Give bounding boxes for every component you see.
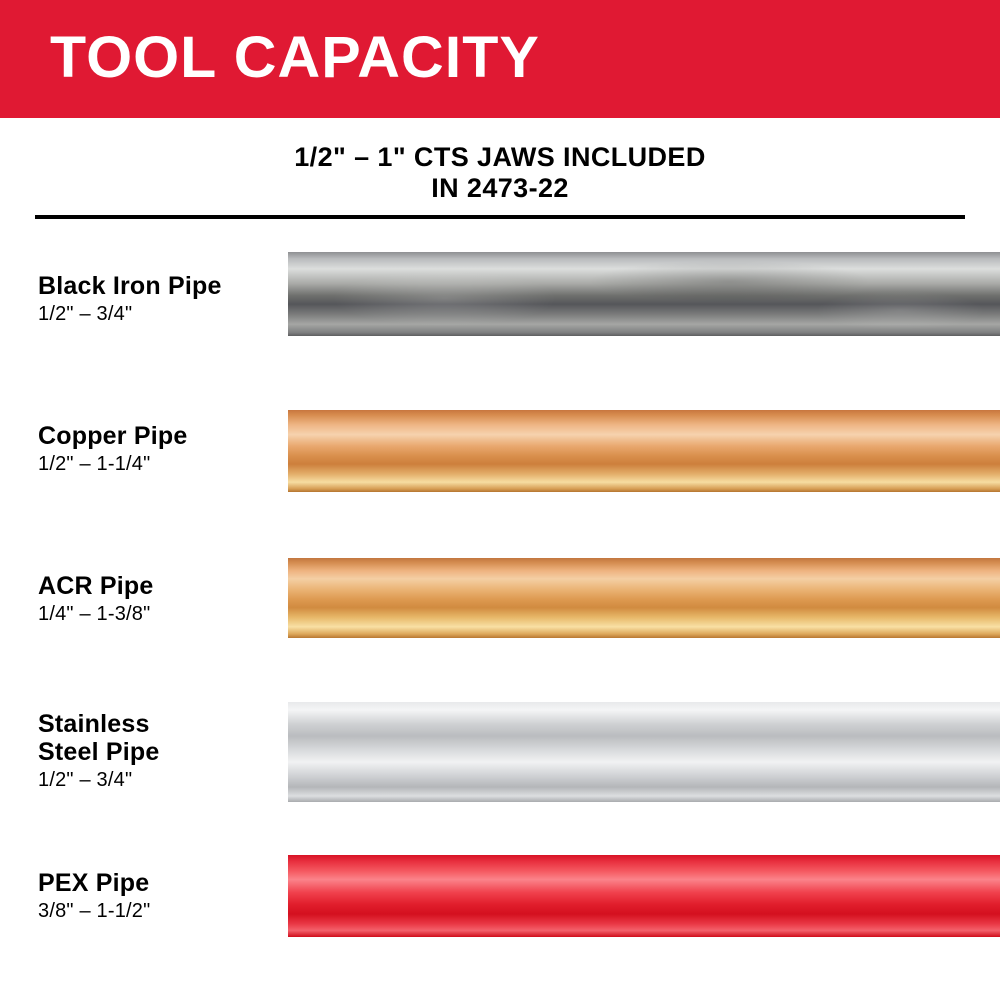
subtitle [0,142,1000,204]
capacity-row-copper [0,406,1000,516]
row-size: 1/4" – 1-3/8" [38,603,151,625]
row-size: 1/2" – 3/4" [38,303,133,325]
row-label-stainless [38,710,288,792]
header-banner [0,0,1000,118]
row-label-black-iron [38,272,288,326]
subtitle-line-2: IN 2473-22 [431,173,569,203]
capacity-row-stainless [0,700,1000,820]
row-name-line-2: Steel Pipe [38,738,160,766]
subtitle-line-1: 1/2" – 1" CTS JAWS INCLUDED [294,142,706,172]
row-name: PEX Pipe [38,869,150,897]
row-name: ACR Pipe [38,572,154,600]
pipe-image-copper [288,410,1000,492]
row-label-acr [38,572,288,626]
row-size: 3/8" – 1-1/2" [38,900,151,922]
row-size: 1/2" – 1-1/4" [38,453,151,475]
row-name: Black Iron Pipe [38,272,222,300]
pipe-image-acr [288,558,1000,638]
pipe-image-stainless [288,702,1000,802]
row-name-line-1: Stainless [38,710,150,738]
row-label-pex [38,869,288,923]
capacity-row-black-iron [0,248,1000,358]
capacity-row-pex [0,855,1000,965]
row-size: 1/2" – 3/4" [38,769,133,791]
row-name: Copper Pipe [38,422,188,450]
divider-rule [35,215,965,219]
pipe-image-black-iron [288,252,1000,336]
pipe-image-pex [288,855,1000,937]
row-label-copper [38,422,288,476]
page-title: TOOL CAPACITY [50,25,540,90]
capacity-row-acr [0,556,1000,666]
